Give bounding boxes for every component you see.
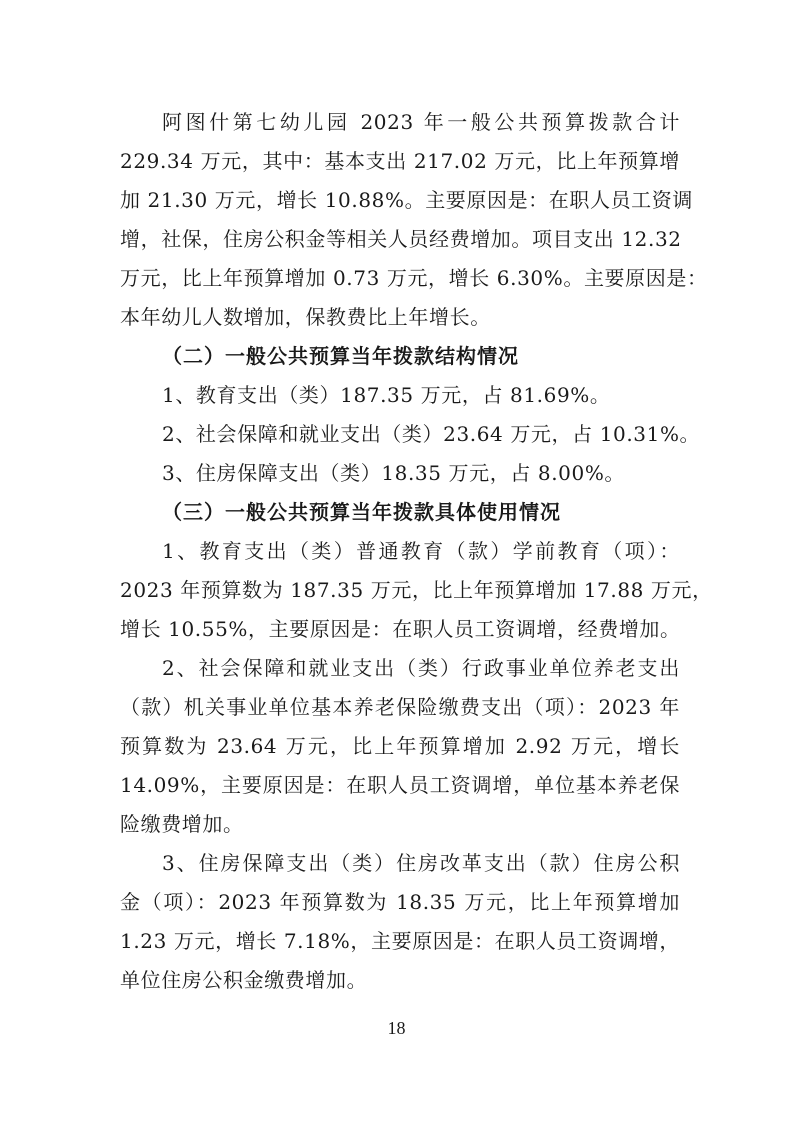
summary-line: 229.34 万元，其中：基本支出 217.02 万元，比上年预算增 [120,149,680,173]
summary-line: 阿图什第七幼儿园 2023 年一般公共预算拨款合计 [162,110,680,134]
structure-item: 2、社会保障和就业支出（类）23.64 万元，占 10.31%。 [162,422,701,446]
usage-item-3-line: 3、住房保障支出（类）住房改革支出（款）住房公积 [162,851,680,875]
summary-line: 本年幼儿人数增加，保教费比上年增长。 [120,305,491,329]
usage-item-2-line: 险缴费增加。 [120,812,244,836]
usage-item-2-line: 14.09%，主要原因是：在职人员工资调增，单位基本养老保 [120,773,680,797]
structure-item: 3、住房保障支出（类）18.35 万元，占 8.00%。 [162,461,626,485]
section-heading: （二）一般公共预算当年拨款结构情况 [162,344,519,368]
summary-line: 万元，比上年预算增加 0.73 万元，增长 6.30%。主要原因是： [120,266,708,290]
usage-item-1-line: 增长 10.55%，主要原因是：在职人员工资调增，经费增加。 [120,617,681,641]
usage-item-2-line: 预算数为 23.64 万元，比上年预算增加 2.92 万元，增长 [120,734,680,758]
summary-line: 增，社保，住房公积金等相关人员经费增加。项目支出 12.32 [120,227,682,251]
usage-item-2-line: （款）机关事业单位基本养老保险缴费支出（项）：2023 年 [120,695,680,719]
page-number: 18 [387,1018,406,1038]
usage-item-3-line: 金（项）：2023 年预算数为 18.35 万元，比上年预算增加 [120,890,680,914]
usage-item-3-line: 1.23 万元，增长 7.18%，主要原因是：在职人员工资调增， [120,929,680,953]
summary-line: 加 21.30 万元，增长 10.88%。主要原因是：在职人员工资调 [120,188,693,212]
usage-item-2-line: 2、社会保障和就业支出（类）行政事业单位养老支出 [162,656,680,680]
usage-item-3-line: 单位住房公积金缴费增加。 [120,968,368,992]
usage-item-1-line: 1、教育支出（类）普通教育（款）学前教育（项）： [162,539,680,563]
structure-item: 1、教育支出（类）187.35 万元，占 81.69%。 [162,383,611,407]
section-heading: （三）一般公共预算当年拨款具体使用情况 [162,500,561,524]
usage-item-1-line: 2023 年预算数为 187.35 万元，比上年预算增加 17.88 万元， [120,578,713,602]
